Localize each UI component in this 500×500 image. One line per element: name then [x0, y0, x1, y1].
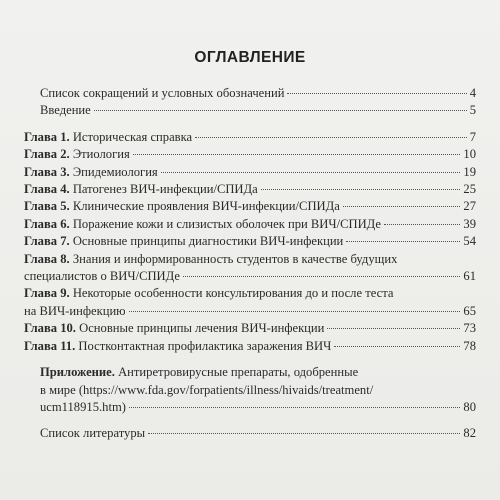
table-of-contents — [24, 85, 476, 443]
toc-entry-references: Список литературы 82 — [40, 426, 476, 441]
toc-entry-chapter-9: Глава 9. Некоторые особенности консультирования до и после теста на ВИЧ-инфекцию 65 — [24, 286, 476, 318]
toc-entry-chapter-11: Глава 11. Постконтактная профилактика заражения ВИЧ 78 — [24, 338, 476, 353]
toc-entry-chapter-6: Глава 6. Поражение кожи и слизистых оболочек при ВИЧ/СПИДе 39 — [24, 216, 476, 231]
toc-entry-chapter-7: Глава 7. Основные принципы диагностики ВИЧ-инфекции 54 — [24, 234, 476, 249]
toc-entry-chapter-3: Глава 3. Эпидемиология 19 — [24, 164, 476, 179]
toc-entry-chapter-1: Глава 1. Историческая справка 7 — [24, 129, 476, 144]
leader-dots — [94, 110, 467, 111]
toc-entry-appendix: Приложение. Антиретровирусные препараты, одобренные в мире (https://www.fda.gov/forpatients/illness/hivaids/treatment/ ucm118915.htm) 80 — [40, 365, 476, 414]
toc-entry-chapter-5: Глава 5. Клинические проявления ВИЧ-инфекции/СПИДа 27 — [24, 199, 476, 214]
toc-entry-abbreviations: Список сокращений и условных обозначений 4 — [40, 86, 476, 100]
leader-dots — [287, 93, 466, 94]
toc-entry-chapter-2: Глава 2. Этиология 10 — [24, 147, 476, 162]
toc-title: ОГЛАВЛЕНИЕ — [194, 49, 306, 66]
toc-entry-introduction: Введение 5 — [40, 103, 476, 118]
toc-entry-chapter-8: Глава 8. Знания и информированность студентов в качестве будущих специалистов о ВИЧ/СПИДе 61 — [24, 251, 476, 284]
toc-entry-chapter-4: Глава 4. Патогенез ВИЧ-инфекции/СПИДа 25 — [24, 182, 476, 197]
toc-entry-chapter-10: Глава 10. Основные принципы лечения ВИЧ-инфекции 73 — [24, 321, 476, 336]
